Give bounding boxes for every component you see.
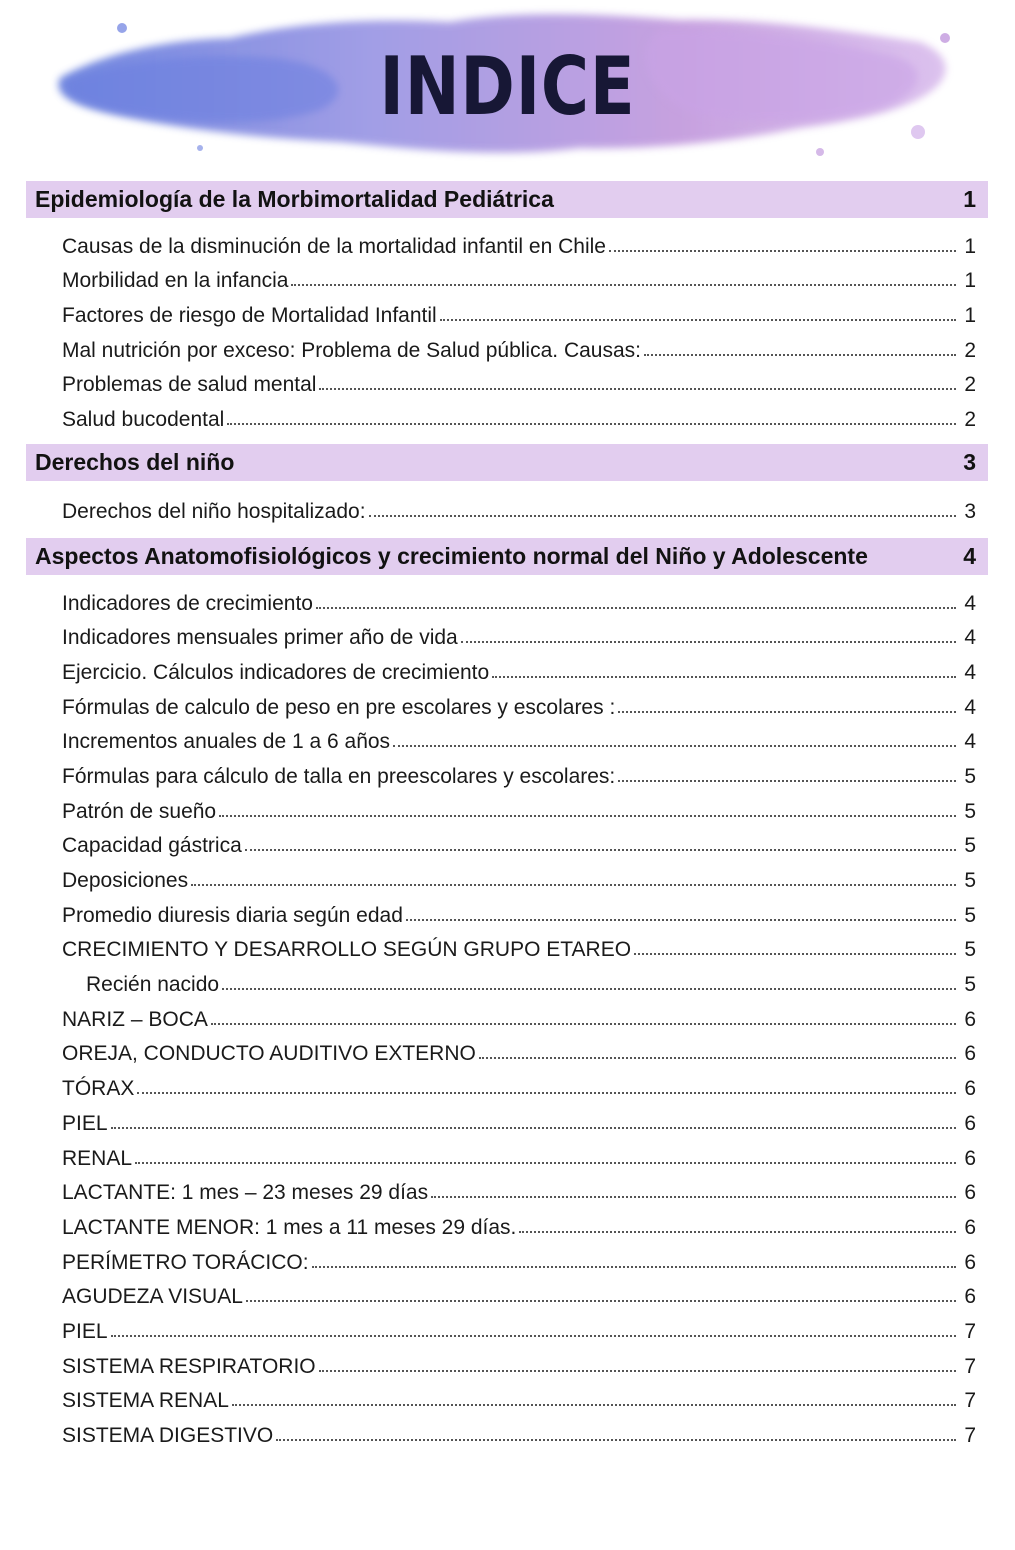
dot-leader [319,388,956,390]
dot-leader [137,1092,956,1094]
toc-entry[interactable] [26,824,988,859]
toc-entry-page-number: 1 [964,304,976,328]
section-entries [26,218,988,444]
toc-entry[interactable] [26,997,988,1032]
toc-entry-page-number: 2 [964,408,976,432]
toc-entry-text: AGUDEZA VISUAL [62,1285,243,1309]
toc-entry-text: Promedio diuresis diaria según edad [62,903,403,927]
toc-entry-page-number: 5 [964,938,976,962]
toc-entry-page-number: 6 [964,1285,976,1309]
toc-entry-text: RENAL [62,1146,133,1170]
toc-entry-page-number: 6 [964,1181,976,1205]
dot-leader [369,515,956,517]
dot-leader [222,988,956,990]
dot-leader [276,1439,956,1441]
toc-entry-page-number: 7 [964,1354,976,1378]
toc-entry-page-number: 4 [964,660,976,684]
toc-entry-page-number: 5 [964,834,976,858]
toc-entry-text: Mal nutrición por exceso: Problema de Salud pública. Causas: [62,338,641,362]
toc-entry[interactable] [26,754,988,789]
toc-entry-text: Recién nacido [86,973,220,997]
section-page-number: 3 [963,449,976,476]
toc-entry[interactable] [26,293,988,328]
section-page-number: 4 [963,542,976,569]
toc-entry-page-number: 5 [964,973,976,997]
toc-entry-text: SISTEMA RENAL [62,1389,229,1413]
toc-entry-text: TÓRAX [62,1077,135,1101]
toc-entry[interactable] [26,489,988,524]
dot-leader [246,1300,956,1302]
dot-leader [618,711,956,713]
toc-entry-page-number: 4 [964,591,976,615]
dot-leader [461,641,956,643]
toc-entry-text: PIEL [62,1319,108,1343]
dot-leader [312,1266,956,1268]
toc-entry-page-number: 1 [964,269,976,293]
toc-entry[interactable] [26,1171,988,1206]
toc-entry-text: LACTANTE MENOR: 1 mes a 11 meses 29 días. [62,1215,517,1239]
toc-entry[interactable] [26,1032,988,1067]
dot-leader [245,849,956,851]
dot-leader [219,815,956,817]
section-heading[interactable] [26,444,988,481]
dot-leader [316,607,956,609]
toc-entry[interactable] [26,397,988,432]
toc-entry[interactable] [26,789,988,824]
toc-entry-page-number: 6 [964,1111,976,1135]
toc-entry[interactable] [26,928,988,963]
toc-entry-page-number: 7 [964,1389,976,1413]
toc-entry[interactable] [26,224,988,259]
toc-entry-text: LACTANTE: 1 mes – 23 meses 29 días [62,1181,429,1205]
toc-entry-text: Salud bucodental [62,408,225,432]
toc-entry-page-number: 5 [964,903,976,927]
toc-entry-text: PIEL [62,1111,108,1135]
toc-entry[interactable] [26,1101,988,1136]
dot-leader [319,1370,956,1372]
table-of-contents [26,181,988,1460]
toc-entry-page-number: 7 [964,1424,976,1447]
toc-entry-page-number: 4 [964,695,976,719]
dot-leader [393,745,956,747]
toc-entry[interactable] [26,1066,988,1101]
dot-leader [211,1023,956,1025]
dot-leader [519,1231,956,1233]
section-heading[interactable] [26,538,988,575]
toc-entry-text: Causas de la disminución de la mortalidad infantil en Chile [62,234,606,258]
section-title: Aspectos Anatomofisiológicos y crecimiento normal del Niño y Adolescente [35,542,868,569]
dot-leader [232,1404,956,1406]
toc-entry-text: Capacidad gástrica [62,834,242,858]
dot-leader [440,319,956,321]
dot-leader [227,423,956,425]
dot-leader [191,884,956,886]
toc-entry-text: Patrón de sueño [62,799,217,823]
toc-entry-page-number: 6 [964,1077,976,1101]
toc-entry-text: Fórmulas para cálculo de talla en preescolares y escolares: [62,764,616,788]
toc-section [26,444,988,538]
toc-entry-text: Indicadores mensuales primer año de vida [62,626,458,650]
toc-entry[interactable] [26,1275,988,1310]
toc-entry-text: Incrementos anuales de 1 a 6 años [62,730,391,754]
toc-entry[interactable] [26,720,988,755]
toc-entry-text: Problemas de salud mental [62,373,317,397]
dot-leader [111,1335,956,1337]
toc-entry-page-number: 2 [964,338,976,362]
dot-leader [291,284,956,286]
toc-entry-text: Indicadores de crecimiento [62,591,313,615]
toc-entry-text: Factores de riesgo de Mortalidad Infantil [62,304,437,328]
section-title: Derechos del niño [35,449,235,476]
toc-entry-page-number: 2 [964,373,976,397]
toc-entry-text: Morbilidad en la infancia [62,269,289,293]
toc-entry[interactable] [26,1379,988,1414]
toc-section [26,181,988,444]
dot-leader [634,953,956,955]
toc-entry-page-number: 1 [964,234,976,258]
toc-entry-text: Ejercicio. Cálculos indicadores de crecimiento [62,660,490,684]
dot-leader [609,250,956,252]
toc-entry-text: OREJA, CONDUCTO AUDITIVO EXTERNO [62,1042,476,1066]
toc-section [26,538,988,1460]
section-heading[interactable] [26,181,988,218]
toc-entry-text: PERÍMETRO TORÁCICO: [62,1250,309,1274]
toc-entry[interactable] [26,1136,988,1171]
toc-entry[interactable] [26,1240,988,1275]
toc-entry-page-number: 3 [964,499,976,523]
toc-entry-page-number: 5 [964,799,976,823]
toc-entry-page-number: 4 [964,730,976,754]
toc-entry[interactable] [26,616,988,651]
toc-entry-text: SISTEMA DIGESTIVO [62,1424,274,1447]
toc-entry[interactable] [26,1344,988,1379]
toc-entry-text: Derechos del niño hospitalizado: [62,499,366,523]
toc-entry-page-number: 6 [964,1250,976,1274]
toc-entry-page-number: 6 [964,1215,976,1239]
dot-leader [479,1057,956,1059]
toc-entry-page-number: 5 [964,764,976,788]
section-page-number: 1 [963,186,976,212]
toc-entry-text: NARIZ – BOCA [62,1007,208,1031]
dot-leader [492,676,956,678]
toc-entry-page-number: 7 [964,1319,976,1343]
toc-entry-text: Fórmulas de calculo de peso en pre escolares y escolares : [62,695,616,719]
section-title: Epidemiología de la Morbimortalidad Pediátrica [35,186,554,212]
dot-leader [618,780,956,782]
section-entries [26,575,988,1460]
dot-leader [431,1196,956,1198]
toc-entry[interactable] [26,893,988,928]
toc-entry-page-number: 4 [964,626,976,650]
dot-leader [406,919,956,921]
toc-entry-text: CRECIMIENTO Y DESARROLLO SEGÚN GRUPO ETAREO [62,938,632,962]
toc-entry[interactable] [26,1309,988,1344]
dot-leader [111,1127,956,1129]
toc-entry[interactable] [26,1205,988,1240]
toc-entry-text: Deposiciones [62,869,189,892]
toc-entry[interactable] [26,858,988,893]
toc-entry[interactable] [26,328,988,363]
toc-entry-text: SISTEMA RESPIRATORIO [62,1354,316,1378]
toc-entry-page-number: 6 [964,1007,976,1031]
toc-entry-page-number: 6 [964,1146,976,1170]
toc-entry[interactable] [26,962,988,997]
dot-leader [644,354,956,356]
toc-entry[interactable] [26,650,988,685]
toc-entry[interactable] [26,363,988,398]
section-entries [26,481,988,538]
toc-entry[interactable] [26,685,988,720]
toc-entry-page-number: 6 [964,1042,976,1066]
toc-entry-page-number: 5 [964,869,976,892]
toc-entry[interactable] [26,1413,988,1448]
toc-entry[interactable] [26,581,988,616]
page-title: INDICE [379,40,636,133]
toc-entry[interactable] [26,259,988,294]
dot-leader [135,1162,956,1164]
